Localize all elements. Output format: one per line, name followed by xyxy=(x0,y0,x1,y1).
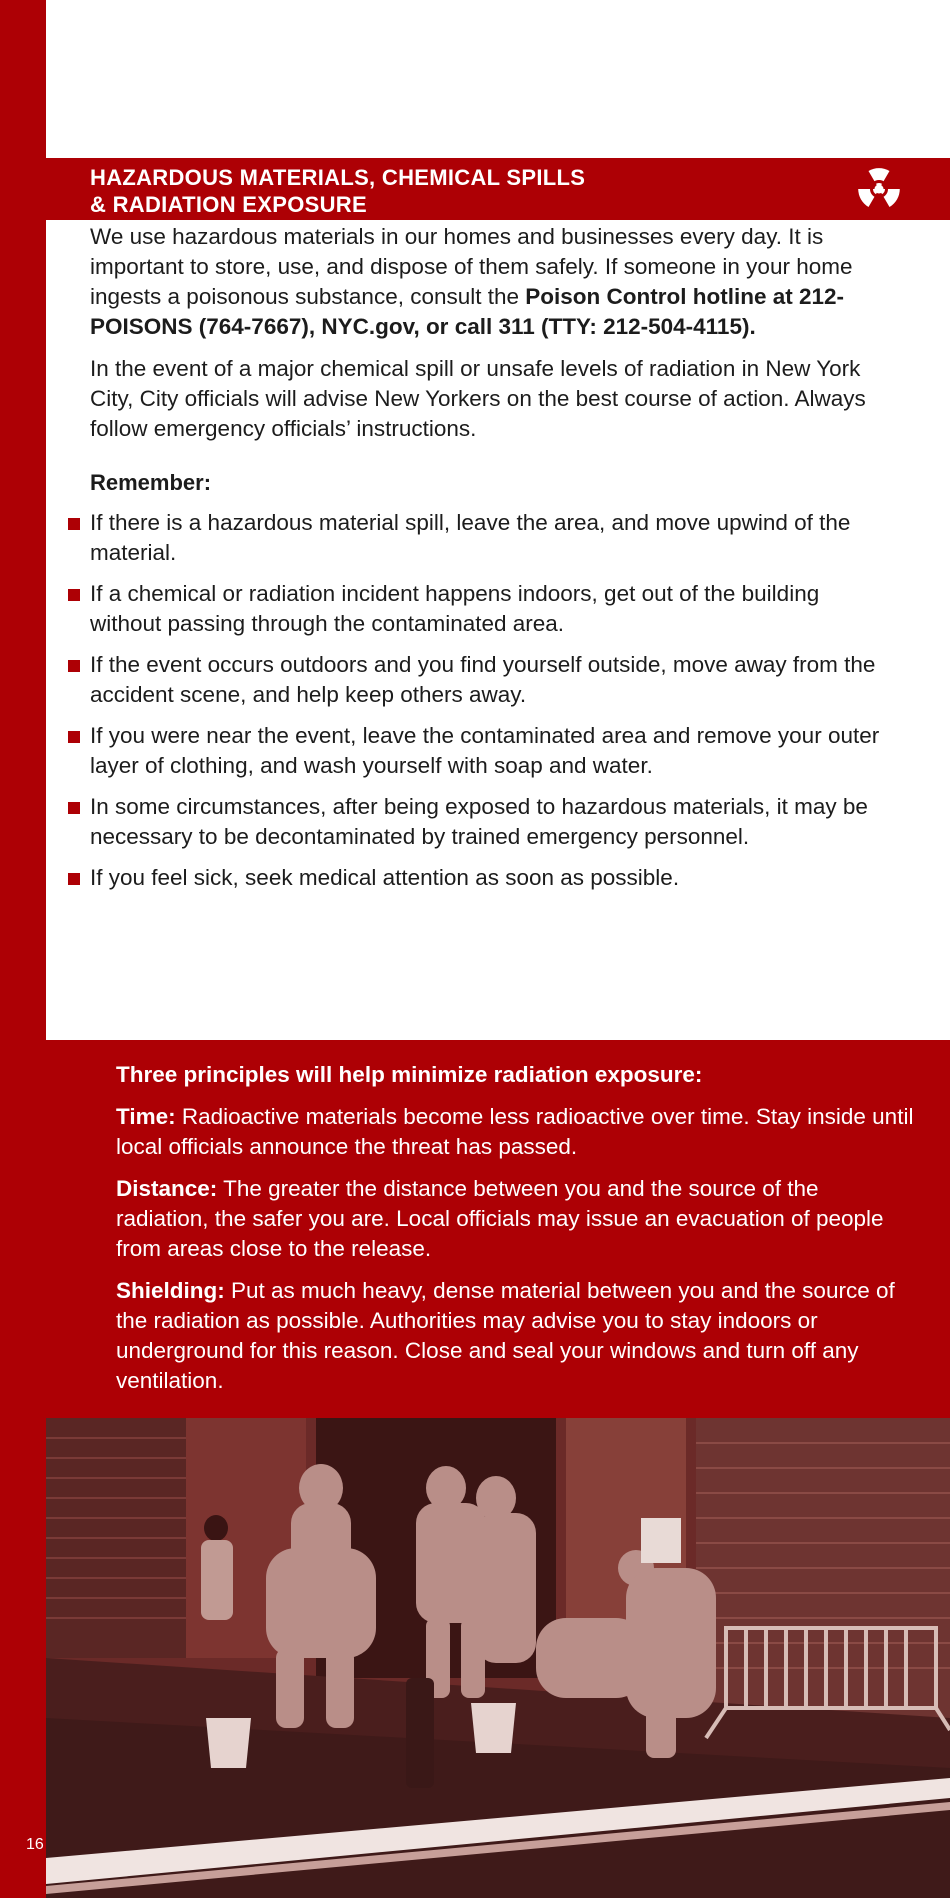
bullet-square-icon xyxy=(68,802,80,814)
hazmat-photo-illustration xyxy=(46,1418,950,1898)
hazmat-team-photo xyxy=(46,1418,950,1898)
list-item xyxy=(90,792,880,852)
list-item xyxy=(90,508,880,568)
list-item xyxy=(90,650,880,710)
poison-control-info: Poison Control hotline at 212-POISONS (764-7667), NYC.gov, or call 311 (TTY: 212-504-4115). xyxy=(90,284,845,339)
list-item xyxy=(90,579,880,639)
principle-text: The greater the distance between you and the source of the radiation, the safer you are. Local officials may issue an evacuation of people from areas close to the release. xyxy=(116,1176,884,1261)
list-item xyxy=(90,721,880,781)
principle-term: Shielding: xyxy=(116,1278,225,1303)
section-header xyxy=(46,158,950,220)
section-title-line1: HAZARDOUS MATERIALS, CHEMICAL SPILLS xyxy=(90,165,586,190)
principle-text: Radioactive materials become less radioactive over time. Stay inside until local officials announce the threat has passed. xyxy=(116,1104,914,1159)
remember-heading: Remember: xyxy=(90,470,212,495)
main-content xyxy=(90,222,880,904)
section-title xyxy=(90,164,790,218)
radiation-icon xyxy=(854,166,904,212)
section-title-line2: & RADIATION EXPOSURE xyxy=(90,192,367,217)
page-number: 16 xyxy=(26,1836,44,1853)
list-item-text: In some circumstances, after being exposed to hazardous materials, it may be necessary to be decontaminated by trained emergency personnel. xyxy=(90,794,868,849)
bullet-square-icon xyxy=(68,731,80,743)
list-item-text: If you were near the event, leave the contaminated area and remove your outer layer of clothing, and wash yourself with soap and water. xyxy=(90,723,880,778)
bullet-square-icon xyxy=(68,518,80,530)
principle-distance xyxy=(116,1174,916,1264)
bullet-square-icon xyxy=(68,660,80,672)
remember-list xyxy=(90,508,880,893)
principles-box xyxy=(46,1040,950,1418)
principle-shielding xyxy=(116,1276,916,1396)
principle-term: Time: xyxy=(116,1104,176,1129)
left-margin-bar xyxy=(0,0,46,1898)
event-paragraph: In the event of a major chemical spill or unsafe levels of radiation in New York City, City officials will advise New Yorkers on the best course of action. Always follow emergency officials’ instructions. xyxy=(90,356,866,441)
intro-text: We use hazardous materials in our homes and businesses every day. It is important to store, use, and dispose of them safely. If someone in your home ingests a poisonous substance, consult the xyxy=(90,224,853,309)
bullet-square-icon xyxy=(68,873,80,885)
list-item-text: If there is a hazardous material spill, leave the area, and move upwind of the material. xyxy=(90,510,851,565)
list-item-text: If the event occurs outdoors and you find yourself outside, move away from the accident scene, and help keep others away. xyxy=(90,652,876,707)
list-item-text: If a chemical or radiation incident happens indoors, get out of the building without passing through the contaminated area. xyxy=(90,581,820,636)
list-item-text: If you feel sick, seek medical attention as soon as possible. xyxy=(90,865,680,890)
principle-term: Distance: xyxy=(116,1176,218,1201)
list-item xyxy=(90,863,880,893)
principle-text: Put as much heavy, dense material between you and the source of the radiation as possible. Authorities may advise you to stay indoors or underground for this reason. Close and seal your windows and turn off any ventilation. xyxy=(116,1278,895,1393)
principles-heading: Three principles will help minimize radiation exposure: xyxy=(116,1062,703,1087)
principle-time xyxy=(116,1102,916,1162)
principles-content xyxy=(116,1060,916,1408)
bullet-square-icon xyxy=(68,589,80,601)
intro-paragraph xyxy=(90,222,880,342)
